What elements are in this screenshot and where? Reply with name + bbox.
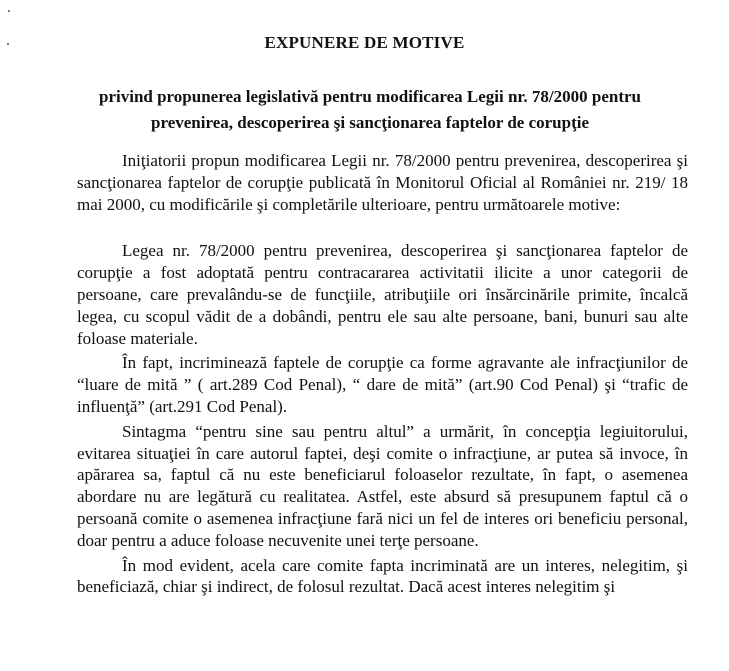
subtitle-line-1: privind propunerea legislativă pentru modificarea Legii nr. 78/2000 pentru	[99, 87, 641, 106]
document-title: EXPUNERE DE MOTIVE	[264, 33, 465, 52]
paragraph: Sintagma “pentru sine sau pentru altul” a urmărit, în concepţia legiuitorului, evitarea situaţiei în care autorul faptei, deşi comite o infracţiune, ar putea să invoce, în apărarea sa, faptul că nu este beneficiarul foloaselor rezultate, în fapt, o asemenea abordare nu are legătură cu realitatea. Astfel, este absurd să presupunem faptul că o persoană comite o asemenea infracţiune fară nici un fel de interes ori beneficiu personal, doar pentru a aduce foloase necuvenite unei terţe persoane.	[77, 421, 688, 550]
paragraph: În fapt, incriminează faptele de corupţie ca forme agravante ale infracţiunilor de “luare de mită ” ( art.289 Cod Penal), “ dare de mită” (art.90 Cod Penal) şi “trafic de influenţă” (art.291 Cod Penal).	[77, 353, 688, 416]
scan-speck	[8, 10, 10, 12]
document-body	[77, 150, 688, 601]
document-subtitle	[60, 84, 680, 136]
subtitle-line-2: prevenirea, descoperirea şi sancţionarea faptelor de corupţie	[151, 113, 589, 132]
paragraph: Legea nr. 78/2000 pentru prevenirea, descoperirea şi sancţionarea faptelor de corupţie a fost adoptată pentru contracararea activitatii ilicite a unor categorii de persoane, care prevalându-se de funcţiile, atribuţiile ori însărcinările primite, încalcă legea, cu scopul vădit de a dobândi, pentru ele sau alte persoane, bani, bunuri sau alte foloase materiale.	[77, 241, 688, 348]
paragraph-intro: Iniţiatorii propun modificarea Legii nr. 78/2000 pentru prevenirea, descoperirea şi sancţionarea faptelor de corupţie publicată în Monitorul Oficial al României nr. 219/ 18 mai 2000, cu modificările şi completările ulterioare, pentru următoarele motive:	[77, 151, 688, 214]
paragraph: În mod evident, acela care comite fapta incriminată are un interes, nelegitim, şi beneficiază, chiar şi indirect, de folosul rezultat. Dacă acest interes nelegitim şi	[77, 555, 688, 597]
